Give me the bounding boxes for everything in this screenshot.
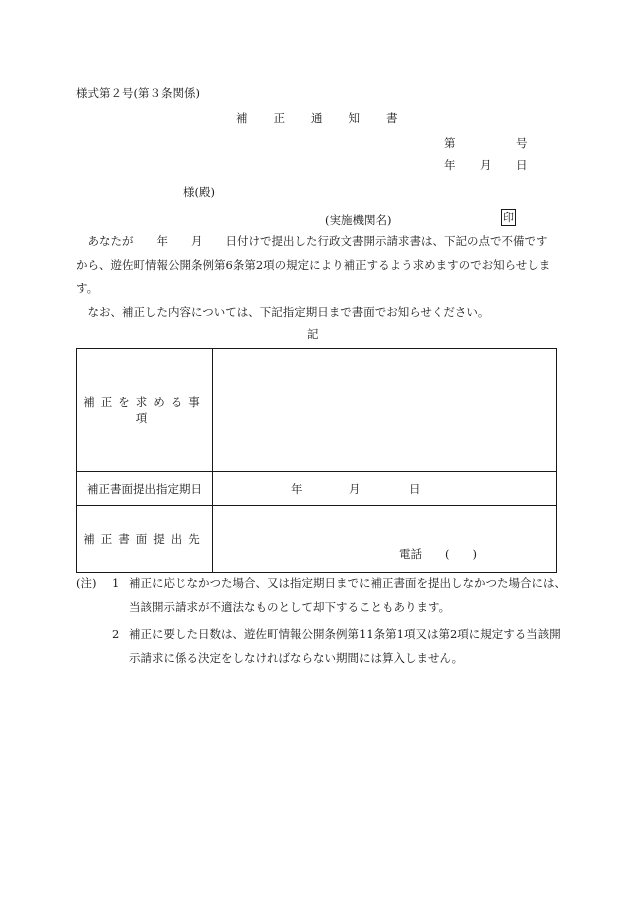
date-day: 日 (516, 158, 528, 172)
row-label-correction-items: 補正を求める事項 (77, 349, 213, 472)
doc-number-suffix: 号 (516, 136, 528, 150)
title-char: 正 (273, 111, 285, 125)
title-char: 通 (311, 111, 323, 125)
note-item (76, 572, 566, 619)
date-year: 年 (444, 158, 456, 172)
seal-mark: 印 (503, 211, 514, 224)
due-date-month: 月 (349, 482, 361, 496)
paragraph-2-text: なお、補正した内容については、下記指定期日まで書面でお知らせください。 (87, 305, 490, 319)
correction-items-field[interactable] (213, 349, 557, 472)
note-item (76, 623, 566, 670)
title-char: 補 (236, 111, 248, 125)
row-label-submission-destination: 補正書面提出先 (77, 506, 213, 573)
due-date-field[interactable] (213, 472, 557, 506)
body-paragraph-1 (76, 230, 556, 301)
due-date-year: 年 (291, 482, 303, 496)
title-char: 知 (348, 111, 360, 125)
body-paragraph-2 (76, 301, 556, 325)
note-number: 1 (112, 576, 120, 590)
table-row (77, 349, 557, 472)
ki-heading: 記 (307, 327, 319, 341)
due-date-day: 日 (409, 482, 421, 496)
addressee: 様(殿) (183, 185, 215, 199)
document-title (236, 110, 424, 126)
telephone-label: 電話 ( ) (399, 547, 477, 561)
agency-name: (実施機関名) (325, 213, 392, 227)
note-text: 補正に要した日数は、遊佐町情報公開条例第11条第1項又は第2項に規定する当該開示請求に係る決定をしなければならない期間には算入しません。 (129, 627, 561, 665)
correction-table (76, 348, 557, 573)
notes-section (76, 572, 566, 670)
doc-number-prefix: 第 (444, 136, 456, 150)
submission-destination-field[interactable] (213, 506, 557, 573)
date-month: 月 (480, 158, 492, 172)
row-label-due-date: 補正書面提出指定期日 (77, 472, 213, 506)
note-number: 2 (112, 627, 120, 641)
form-number: 様式第２号(第３条関係) (76, 86, 200, 100)
table-row (77, 506, 557, 573)
title-char: 書 (386, 111, 398, 125)
note-text: 補正に応じなかつた場合、又は指定期日までに補正書面を提出しなかつた場合には、当該開示請求が不適法なものとして却下することもあります。 (129, 576, 566, 614)
table-row (77, 472, 557, 506)
notes-head: (注) (76, 576, 97, 590)
paragraph-1-text: あなたが 年 月 日付けで提出した行政文書開示請求書は、下記の点で不備ですから、遊佐町情報公開条例第6条第2項の規定により補正するよう求めますのでお知らせします。 (76, 234, 551, 295)
